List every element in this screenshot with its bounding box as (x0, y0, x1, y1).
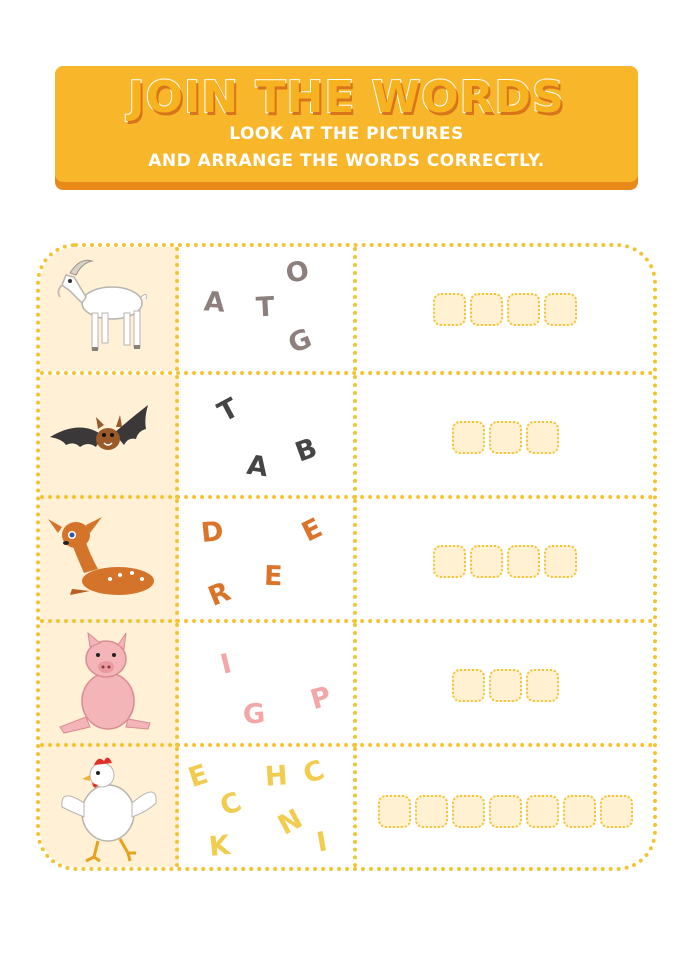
answer-box[interactable] (507, 293, 540, 326)
answer-box[interactable] (433, 293, 466, 326)
answer-box[interactable] (563, 795, 596, 828)
scrambled-letter: T (212, 392, 244, 429)
scrambled-letters-cell (179, 499, 357, 623)
goat-icon (40, 247, 175, 371)
scrambled-letters-cell (179, 623, 357, 747)
title-banner (55, 66, 638, 182)
answer-box[interactable] (415, 795, 448, 828)
scrambled-letter: R (203, 576, 235, 613)
instruction-line-1: LOOK AT THE PICTURES (229, 124, 464, 144)
picture-cell (40, 375, 179, 499)
scrambled-letter: H (263, 760, 289, 793)
answer-box[interactable] (452, 795, 485, 828)
picture-cell (40, 499, 179, 623)
answer-box[interactable] (470, 545, 503, 578)
scrambled-letter: O (283, 254, 312, 291)
worksheet-row-pig (40, 619, 653, 747)
answer-box[interactable] (544, 293, 577, 326)
pig-icon (40, 623, 175, 743)
worksheet-row-chicken (40, 743, 653, 871)
scrambled-letter: I (314, 826, 330, 859)
answer-box[interactable] (507, 545, 540, 578)
answer-box[interactable] (452, 669, 485, 702)
scrambled-letter: B (291, 432, 322, 469)
answer-box[interactable] (489, 669, 522, 702)
scrambled-letter: I (217, 648, 235, 681)
scrambled-letter: G (241, 698, 267, 731)
answer-box[interactable] (526, 795, 559, 828)
scrambled-letters-cell (179, 247, 357, 371)
scrambled-letter: N (273, 803, 308, 842)
answer-cell (357, 247, 653, 371)
scrambled-letters-cell (179, 375, 357, 499)
scrambled-letter: E (263, 560, 283, 593)
scrambled-letter: A (202, 286, 226, 319)
scrambled-letter: K (207, 829, 232, 864)
scrambled-letter: A (244, 449, 270, 484)
scrambled-letter: E (297, 512, 328, 549)
answer-box[interactable] (470, 293, 503, 326)
scrambled-letter: E (184, 758, 212, 795)
picture-cell (40, 747, 179, 871)
answer-box[interactable] (452, 421, 485, 454)
answer-box[interactable] (489, 795, 522, 828)
picture-cell (40, 623, 179, 747)
page-title: JOIN THE WORDS (128, 72, 565, 123)
scrambled-letter: C (215, 786, 246, 823)
worksheet-grid (36, 243, 657, 871)
worksheet-row-goat (40, 247, 653, 371)
scrambled-letter: D (199, 515, 225, 550)
answer-cell (357, 375, 653, 499)
scrambled-letter: C (299, 754, 329, 791)
answer-box[interactable] (378, 795, 411, 828)
scrambled-letters-cell (179, 747, 357, 871)
answer-box[interactable] (544, 545, 577, 578)
answer-box[interactable] (526, 669, 559, 702)
bat-icon (40, 375, 175, 495)
worksheet-row-deer (40, 495, 653, 623)
instruction-line-2: AND ARRANGE THE WORDS CORRECTLY. (148, 151, 545, 171)
answer-cell (357, 747, 653, 871)
answer-cell (357, 623, 653, 747)
scrambled-letter: G (284, 322, 317, 361)
chicken-icon (40, 747, 175, 871)
deer-icon (40, 499, 175, 619)
worksheet-row-bat (40, 371, 653, 499)
answer-box[interactable] (433, 545, 466, 578)
answer-box[interactable] (526, 421, 559, 454)
scrambled-letter: P (307, 680, 335, 717)
answer-box[interactable] (489, 421, 522, 454)
answer-cell (357, 499, 653, 623)
answer-box[interactable] (600, 795, 633, 828)
picture-cell (40, 247, 179, 371)
scrambled-letter: T (255, 291, 276, 324)
